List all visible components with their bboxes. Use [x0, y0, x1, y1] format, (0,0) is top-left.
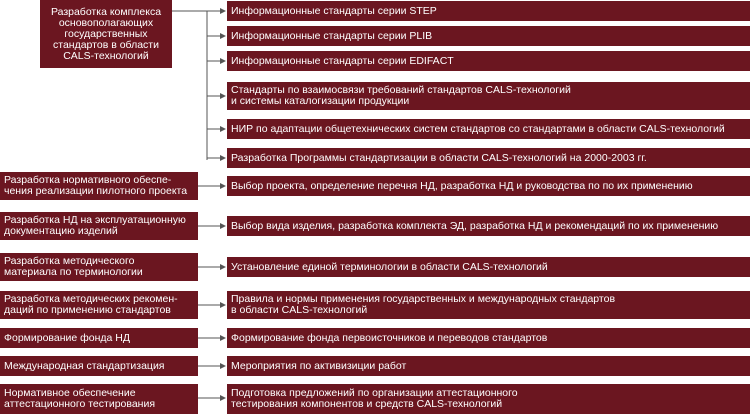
top-child-box-5: [227, 119, 750, 139]
row-right-box-4: [227, 291, 750, 319]
row-right-box-2: [227, 216, 750, 236]
row-right-label: Подготовка предложений по организации аттестационного тестирования компонентов и средств CALS-технологий: [231, 387, 518, 410]
row-right-box-5: [227, 328, 750, 348]
row-left-box-6: [0, 356, 198, 376]
top-child-box-4: [227, 82, 750, 110]
row-right-label: Правила и нормы применения государственных и международных стандартов в области CALS-технологий: [231, 293, 616, 316]
row-left-label: Формирование фонда НД: [4, 331, 130, 344]
row-right-box-1: [227, 176, 750, 196]
top-child-label: НИР по адаптации общетехнических систем стандартов со стандартами в области CALS-технологий: [231, 122, 725, 135]
row-right-box-3: [227, 257, 750, 277]
top-child-label: Разработка Программы стандартизации в области CALS-технологий на 2000-2003 гг.: [231, 151, 647, 164]
row-left-label: Разработка НД на эксплуатационную документацию изделий: [4, 214, 186, 237]
top-child-label: Информационные стандарты серии STEP: [231, 4, 437, 17]
row-left-box-5: [0, 328, 198, 348]
top-child-box-2: [227, 26, 750, 46]
row-right-label: Формирование фонда первоисточников и переводов стандартов: [231, 331, 548, 344]
row-left-label: Нормативное обеспечение аттестационного тестирования: [4, 387, 156, 410]
row-left-box-4: [0, 291, 198, 319]
top-child-label: Информационные стандарты серии EDIFACT: [231, 54, 454, 67]
row-right-label: Выбор вида изделия, разработка комплекта ЭД, разработка НД и рекомендаций по их применению: [231, 219, 719, 232]
row-right-label: Выбор проекта, определение перечня НД, разработка НД и руководства по по их применению: [231, 179, 693, 192]
root-box: [40, 0, 172, 68]
top-child-box-6: [227, 148, 750, 168]
row-left-label: Разработка методического материала по терминологии: [4, 255, 143, 278]
top-child-box-1: [227, 1, 750, 21]
row-left-box-3: [0, 253, 198, 281]
row-right-box-6: [227, 356, 750, 376]
row-left-label: Разработка методических рекомен- даций по применению стандартов: [4, 293, 178, 316]
row-left-box-1: [0, 172, 198, 200]
row-right-label: Мероприятия по активизиции работ: [231, 359, 407, 372]
row-left-box-2: [0, 212, 198, 240]
top-child-box-3: [227, 51, 750, 71]
root-label: Разработка комплекса основополагающих государственных стандартов в области CALS-технологий: [50, 5, 162, 62]
row-left-label: Международная стандартизация: [4, 359, 165, 372]
row-left-box-7: [0, 384, 198, 414]
row-left-label: Разработка нормативного обеспе- чения реализации пилотного проекта: [4, 174, 188, 197]
row-right-label: Установление единой терминологии в области CALS-технологий: [231, 260, 548, 273]
top-child-label: Информационные стандарты серии PLIB: [231, 29, 433, 42]
top-child-label: Стандарты по взаимосвязи требований стандартов CALS-технологий и системы каталогизации продукции: [231, 84, 571, 107]
row-right-box-7: [227, 384, 750, 414]
